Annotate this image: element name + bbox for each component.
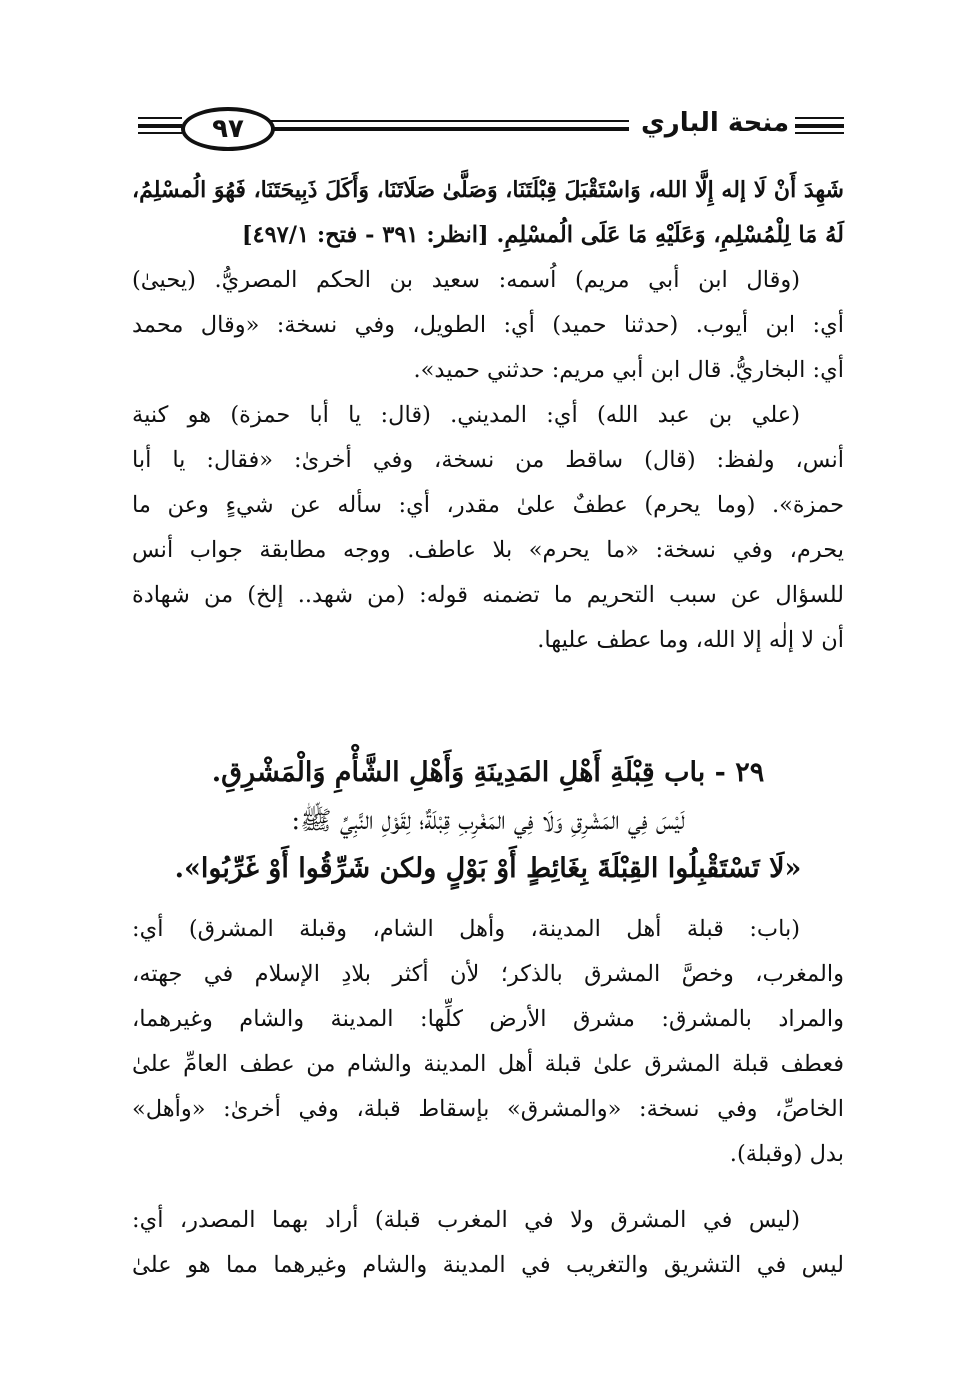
chapter-hadith: «لَا تَسْتَقْبِلُوا القِبْلَةَ بِغَائِطٍ أَوْ بَوْلٍ ولكن شَرِّقُوا أَوْ غَرِّبُوا».: [174, 853, 802, 884]
text-line: والمراد بالمشرق: مشرق الأرض كلِّها: المدينة والشام وغيرهما،: [132, 1006, 844, 1032]
text-line: (وقال ابن أبي مريم) اُسمه: سعيد بن الحكم المصريُّ. (يحيىٰ): [132, 267, 800, 293]
header-rule: [267, 127, 629, 131]
header-rule: [795, 132, 844, 134]
header-rule: [795, 124, 844, 128]
text-line: (باب: قبلة أهل المدينة، وأهل الشام، وقبلة المشرق) أي:: [132, 916, 800, 942]
text-line: أن لا إلٰه إلا الله، وما عطف عليها.: [537, 627, 844, 653]
header-rule: [138, 132, 182, 134]
commentary-block-2: [132, 907, 844, 1177]
text-line: والمغرب، وخصَّ المشرق بالذكر؛ لأن أكثر بلادِ الإسلام في جهته،: [132, 961, 844, 987]
text-line: يحرم، وفي نسخة: «ما يحرم» بلا عاطف. ووجه مطابقة جواب أنس: [132, 537, 844, 563]
text-line: (علي بن عبد الله) أي: المديني. (قال: يا أبا حمزة) هو كنية: [132, 402, 800, 428]
chapter-title: ٢٩ - باب قِبْلَةِ أَهْلِ المَدِينَةِ وَأَهْلِ الشَّأْمِ وَالْمَشْرِقِ.: [211, 757, 765, 788]
commentary-block-1: [132, 168, 844, 663]
commentary-block-3: [132, 1198, 844, 1288]
text-line: حمزة». (وما يحرم) عطفٌ علىٰ مقدر، أي: سأله عن شيءٍ وعن ما: [132, 492, 844, 518]
header-rule: [138, 124, 182, 128]
text-line: فعطف قبلة المشرق علىٰ قبلة أهل المدينة والشام من عطف العامِّ علىٰ: [132, 1051, 844, 1077]
header-rule: [138, 117, 182, 119]
header-rule: [267, 120, 629, 122]
chapter-subtitle: لَيْسَ فِي المَشْرِقِ وَلَا فِي المَغْرِبِ قِبْلَةٌ؛ لِقَوْلِ النَّبِيِّ ﷺ:: [291, 806, 685, 836]
chapter-heading: [132, 749, 844, 893]
text-line: أنس، ولفظ: (قال) ساقط من نسخة، وفي أخرىٰ: «فقال: يا أبا: [132, 447, 844, 473]
text-line: للسؤال عن سبب التحريم ما تضمنه قوله: (من شهد.. إلخ) من شهادة: [132, 582, 844, 608]
text-line: (ليس في المشرق ولا في المغرب قبلة) أراد بهما المصدر، أي:: [132, 1207, 800, 1233]
text-line: بدل (وقبلة).: [729, 1141, 844, 1167]
text-line: أي: البخاريُّ. قال ابن أبي مريم: حدثني حميد».: [413, 357, 844, 383]
hadith-text-line: شَهِدَ أَنْ لَا إله إِلَّا الله، وَاسْتَقْبَلَ قِبْلَتَنَا، وَصَلَّىٰ صَلَاتَنَا، وَأَكَلَ ذَبِيحَتَنَا، فَهُوَ الُمسْلِمُ،: [132, 177, 844, 203]
text-line: أي: ابن أيوب. (حدثنا حميد) أي: الطويل، وفي نسخة: «وقال محمد: [132, 312, 844, 338]
header-rule: [795, 117, 844, 119]
hadith-text-line: لَهُ مَا لِلْمُسْلِمِ، وَعَلَيْهِ مَا عَلَى الُمسْلِمِ. [انظر: ٣٩١ - فتح: ٤٩٧/١]: [241, 222, 844, 248]
text-line: الخاصِّ، وفي نسخة: «والمشرق» بإسقاط قبلة، وفي أخرىٰ: «وأهل»: [132, 1096, 844, 1122]
book-title: منحة الباري: [640, 108, 790, 138]
page-number: ٩٧: [181, 107, 275, 151]
text-line: ليس في التشريق والتغريب في المدينة والشام وغيرهما مما هو علىٰ: [132, 1252, 844, 1278]
